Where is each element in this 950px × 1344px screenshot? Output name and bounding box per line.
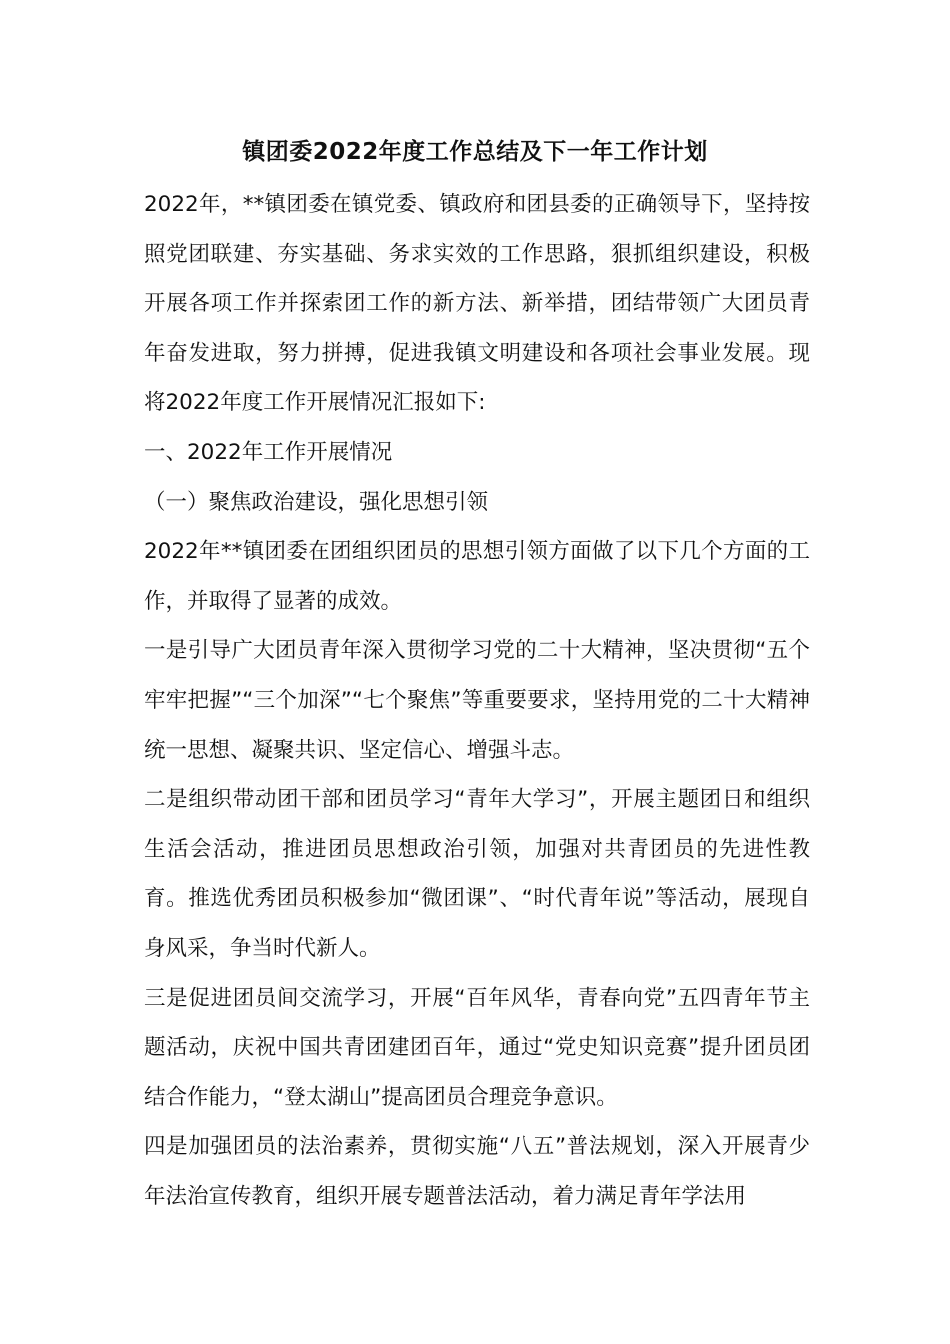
document-body	[144, 180, 810, 1221]
point-three-paragraph: 三是促进团员间交流学习，开展“百年风华，青春向党”五四青年节主题活动，庆祝中国共青团建团百年，通过“党史知识竞赛”提升团员团结合作能力，“登太湖山”提高团员合理竞争意识。	[144, 985, 810, 1110]
subsection-heading: （一）聚焦政治建设，强化思想引领	[144, 489, 489, 515]
point-two-paragraph: 二是组织带动团干部和团员学习“青年大学习”，开展主题团日和组织生活会活动，推进团员思想政治引领，加强对共青团员的先进性教育。推选优秀团员积极参加“微团课”、“时代青年说”等活动，展现自身风采，争当时代新人。	[144, 787, 810, 961]
intro-paragraph: 2022年，**镇团委在镇党委、镇政府和团县委的正确领导下，坚持按照党团联建、夯实基础、务求实效的工作思路，狠抓组织建设，积极开展各项工作并探索团工作的新方法、新举措，团结带领广大团员青年奋发进取，努力拼搏，促进我镇文明建设和各项社会事业发展。现将2022年度工作开展情况汇报如下:	[144, 192, 810, 416]
point-one-paragraph: 一是引导广大团员青年深入贯彻学习党的二十大精神，坚决贯彻“五个牢牢把握”“三个加深”“七个聚焦”等重要要求，坚持用党的二十大精神统一思想、凝聚共识、坚定信心、增强斗志。	[144, 638, 810, 763]
subsection-intro-paragraph: 2022年**镇团委在团组织团员的思想引领方面做了以下几个方面的工作，并取得了显著的成效。	[144, 539, 810, 614]
document-title: 镇团委2022年度工作总结及下一年工作计划	[242, 139, 708, 165]
point-four-paragraph: 四是加强团员的法治素养，贯彻实施“八五”普法规划，深入开展青少年法治宣传教育，组织开展专题普法活动，着力满足青年学法用	[144, 1134, 810, 1209]
section-heading: 一、2022年工作开展情况	[144, 439, 393, 465]
